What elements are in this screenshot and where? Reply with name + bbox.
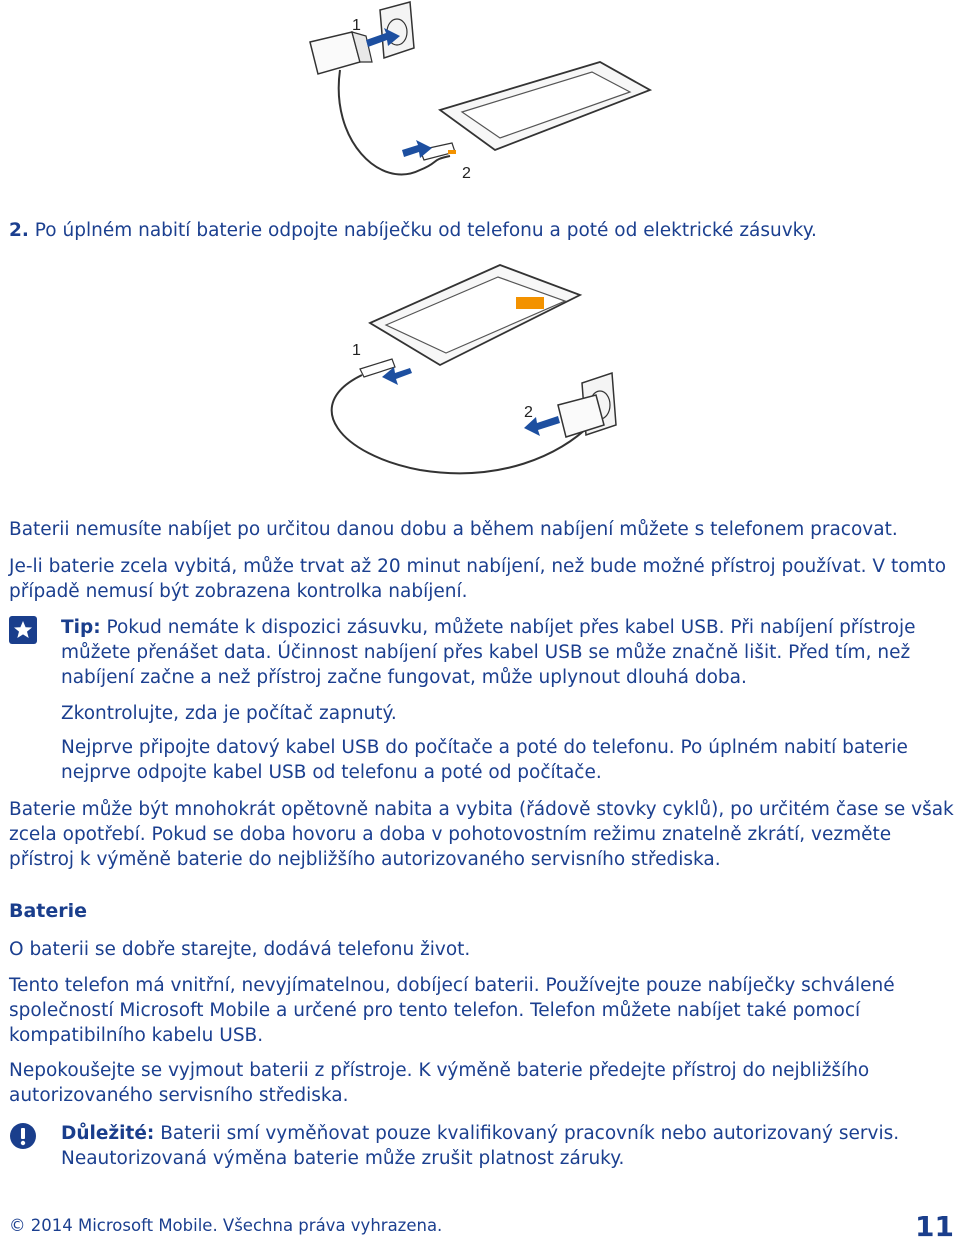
paragraph-internal-battery: Tento telefon má vnitřní, nevyjímatelnou, dobíjecí baterii. Používejte pouze nabíječky schválené společností Microsoft Mobile a určené pro tento telefon. Telefon můžete nabíjet také pomocí kompatibilního kabelu USB. (9, 975, 895, 1046)
paragraph-charging-use: Baterii nemusíte nabíjet po určitou danou dobu a během nabíjení můžete s telefonem pracovat. (9, 519, 898, 540)
exclamation-icon (9, 1122, 37, 1150)
step-text: Po úplném nabití baterie odpojte nabíječku od telefonu a poté od elektrické zásuvky. (34, 220, 817, 241)
tip-text (61, 615, 954, 690)
footer-copyright: © 2014 Microsoft Mobile. Všechna práva vyhrazena. (9, 1216, 443, 1235)
section-heading-battery: Baterie (9, 900, 88, 922)
tip-line-usb-order: Nejprve připojte datový kabel USB do počítače a poté do telefonu. Po úplném nabití baterie nejprve odpojte kabel USB od telefonu a poté od počítače. (61, 737, 908, 783)
star-icon (9, 616, 37, 644)
paragraph-no-removal: Nepokoušejte se vyjmout baterii z přístroje. K výměně baterie předejte přístroj do nejbližšího autorizovaného servisního střediska. (9, 1060, 870, 1106)
figure1-label-1: 1 (352, 17, 361, 34)
tip-label: Tip: (61, 617, 101, 638)
paragraph-care: O baterii se dobře starejte, dodává telefonu život. (9, 939, 471, 960)
charging-illustration-disconnect (0, 255, 960, 485)
phone-illustration (440, 0, 650, 150)
step-number: 2. (9, 220, 29, 241)
figure1-label-2: 2 (462, 165, 471, 182)
battery-icon-2 (516, 297, 544, 309)
paragraph-empty-battery: Je-li baterie zcela vybitá, může trvat až 20 minut nabíjení, než bude možné přístroj používat. V tomto případě nemusí být zobrazena kontrolka nabíjení. (9, 556, 947, 602)
important-body: Baterii smí vyměňovat pouze kvalifikovaný pracovník nebo autorizovaný servis. Neautorizovaná výměna baterie může zrušit platnost záruky. (61, 1123, 900, 1169)
tip-body: Pokud nemáte k dispozici zásuvku, můžete nabíjet přes kabel USB. Při nabíjení přístroje můžete přenášet data. Účinnost nabíjení přes kabel USB se může značně lišit. Před tím, než nabíjení začne a než přístroj začne fungovat, může uplynout dlouhá doba. (61, 617, 916, 688)
tip-line-computer-on: Zkontrolujte, zda je počítač zapnutý. (61, 703, 397, 724)
figure2-label-1: 1 (352, 342, 361, 359)
charger-icon (310, 32, 372, 74)
phone-illustration-2 (370, 265, 580, 365)
figure2-label-2: 2 (524, 404, 533, 421)
page-number: 11 (915, 1210, 954, 1243)
important-label: Důležité: (61, 1123, 155, 1144)
step-2-text (9, 218, 954, 243)
paragraph-battery-life: Baterie může být mnohokrát opětovně nabita a vybita (řádově stovky cyklů), po určitém čase se však zcela opotřebí. Pokud se doba hovoru a doba v pohotovostním režimu znatelně zkrátí, vezměte přístroj k výměně baterie do nejbližšího autorizovaného servisního střediska. (9, 799, 954, 870)
important-text (61, 1121, 954, 1171)
charging-illustration-connect (0, 0, 960, 200)
